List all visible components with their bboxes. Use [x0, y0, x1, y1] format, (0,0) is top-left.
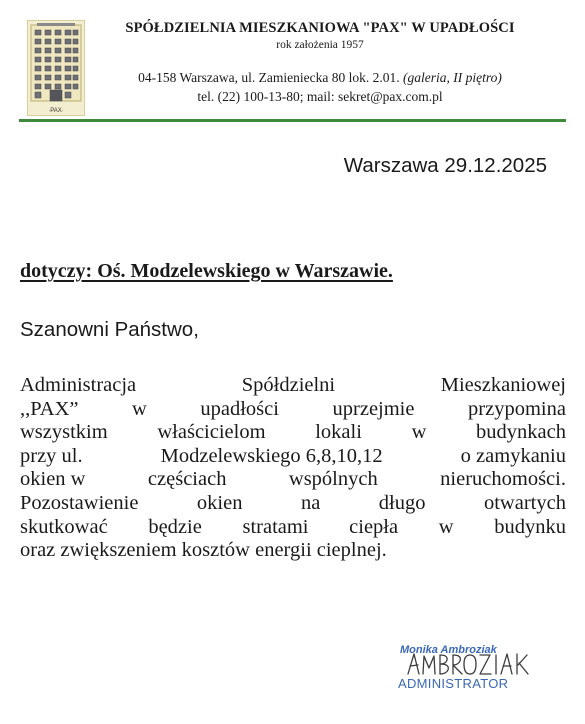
- body-word: stratami: [242, 515, 309, 538]
- handwritten-signature: [406, 650, 540, 676]
- body-word: lokali: [315, 421, 362, 444]
- body-word: upadłości: [200, 397, 279, 420]
- address-note: (galeria, II piętro): [402, 70, 502, 85]
- letter-salutation: Szanowni Państwo,: [20, 318, 199, 341]
- body-word: ciepła: [349, 515, 399, 538]
- body-word: częściach: [147, 468, 227, 491]
- body-line: [20, 374, 566, 398]
- body-word: Pozostawienie: [20, 491, 139, 514]
- founded-year: rok założenia 1957: [276, 39, 364, 51]
- body-word: ,,PAX”: [20, 397, 79, 420]
- body-word: w: [132, 397, 147, 420]
- body-word: budynkach: [476, 421, 566, 444]
- stamp-name: Monika Ambroziak: [400, 644, 497, 656]
- logo-caption: ·PAX·: [48, 108, 64, 114]
- body-word: Administracja: [20, 374, 137, 396]
- body-word: oraz zwiększeniem kosztów energii cieplnej.: [20, 539, 387, 562]
- body-word: właścicielom: [157, 421, 266, 444]
- body-line: [20, 468, 566, 492]
- body-word: Spółdzielni: [241, 374, 336, 396]
- body-word: otwartych: [483, 491, 566, 514]
- organization-address: [100, 70, 540, 86]
- body-word: na: [300, 491, 321, 514]
- contact-info: tel. (22) 100-13-80; mail: sekret@pax.com.pl: [197, 89, 443, 104]
- body-word: w: [438, 515, 454, 538]
- letter-subject: dotyczy: Oś. Modzelewskiego w Warszawie.: [20, 260, 393, 282]
- body-line: [20, 492, 566, 516]
- header-divider: [19, 119, 566, 122]
- body-line: [20, 398, 566, 422]
- body-word: długo: [378, 491, 426, 514]
- body-word: Modzelewskiego 6,8,10,12: [160, 444, 383, 467]
- letter-date: Warszawa 29.12.2025: [343, 154, 547, 177]
- body-word: okien: [196, 491, 243, 514]
- body-word: przypomina: [468, 397, 566, 420]
- body-word: o zamykaniu: [460, 444, 566, 467]
- body-word: skutkować: [20, 515, 108, 538]
- stamp-role: ADMINISTRATOR: [398, 676, 509, 691]
- letter-body: [20, 374, 566, 563]
- address-text: 04-158 Warszawa, ul. Zamieniecka 80 lok. 2.01.: [138, 70, 400, 85]
- body-line: [20, 445, 566, 469]
- pax-logo: [27, 20, 85, 116]
- body-word: będzie: [148, 515, 202, 538]
- body-line: [20, 539, 566, 563]
- body-word: nieruchomości.: [440, 468, 566, 491]
- body-word: w: [411, 421, 427, 444]
- body-word: Mieszkaniowej: [440, 374, 566, 396]
- building-logo-icon: [28, 21, 84, 107]
- body-word: wspólnych: [288, 468, 378, 491]
- body-word: budynku: [494, 515, 566, 538]
- organization-name: SPÓŁDZIELNIA MIESZKANIOWA "PAX" W UPADŁOŚCI: [125, 20, 515, 36]
- body-line: [20, 421, 566, 445]
- body-word: przy ul.: [20, 444, 83, 467]
- body-word: uprzejmie: [332, 397, 415, 420]
- body-line: [20, 516, 566, 540]
- signature-stamp: [398, 644, 548, 692]
- body-word: okien w: [20, 468, 86, 491]
- body-word: wszystkim: [20, 421, 108, 444]
